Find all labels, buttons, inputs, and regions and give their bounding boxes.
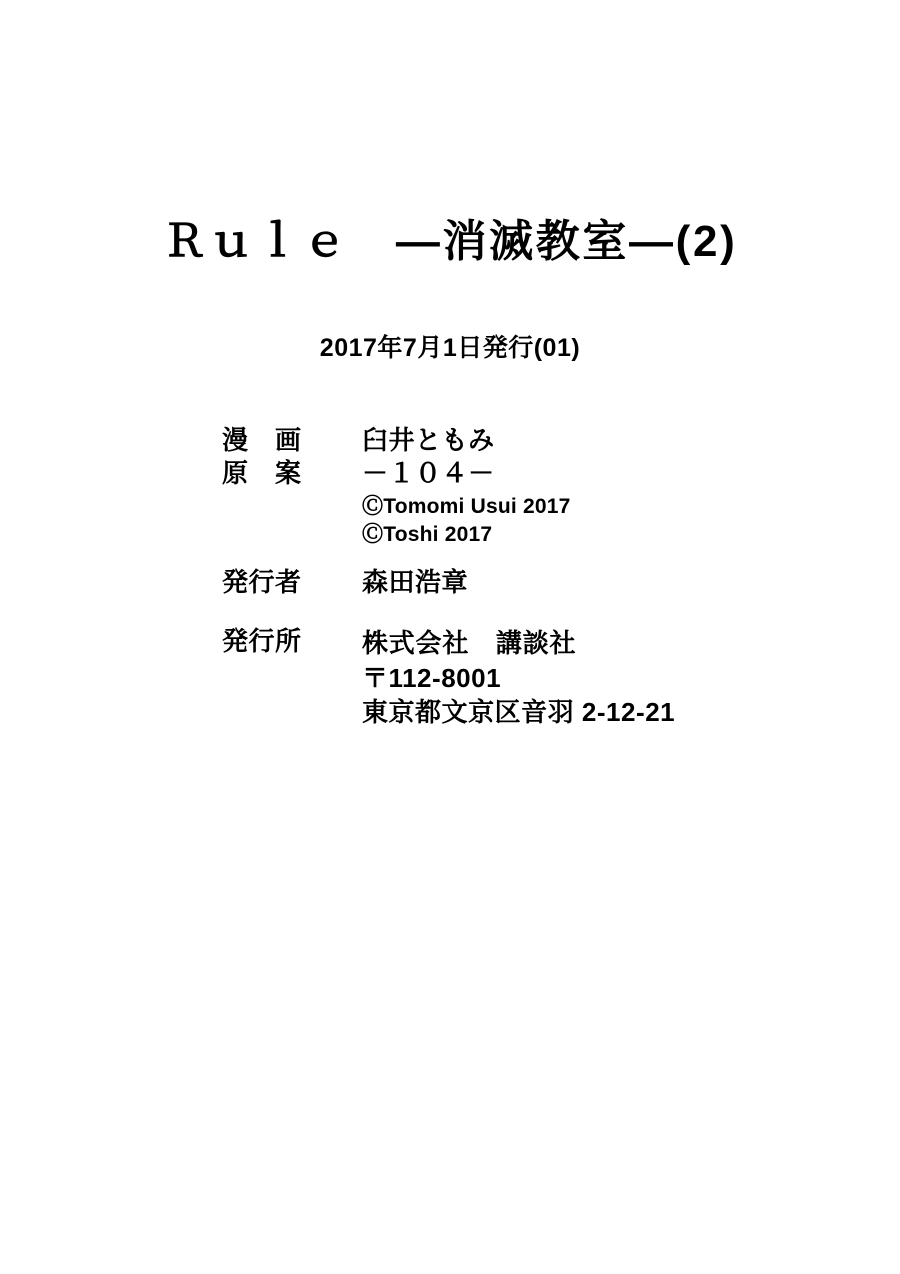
credit-row-publisher-person xyxy=(222,567,862,598)
credit-label-publisher-person: 発行者 xyxy=(222,566,302,597)
credit-row-manga xyxy=(222,425,862,456)
credits-list xyxy=(222,425,862,730)
credit-value-gensaku: －１０４－ xyxy=(362,458,495,489)
publisher-postal-code: 〒112-8001 xyxy=(362,662,502,693)
credit-row-publisher-company xyxy=(222,626,862,730)
credit-label-gensaku: 原 案 xyxy=(222,458,302,489)
publication-date: 2017年7月1日発行(01) xyxy=(319,334,581,362)
publisher-address: 東京都文京区音羽 2-12-21 xyxy=(362,697,676,728)
publisher-company-name: 株式会社 講談社 xyxy=(362,628,577,658)
credit-value-manga: 臼井ともみ xyxy=(362,425,495,455)
credit-label-publisher-company: 発行所 xyxy=(222,626,302,656)
credit-row-gensaku xyxy=(222,458,862,489)
credit-value-publisher-person: 森田浩章 xyxy=(362,566,469,597)
publisher-company-details xyxy=(362,626,675,730)
credit-label-manga: 漫 画 xyxy=(222,425,302,455)
copyright-line-1: ⒸTomomi Usui 2017 xyxy=(362,495,571,519)
copyright-line-2: ⒸToshi 2017 xyxy=(362,523,493,547)
copyright-block xyxy=(362,493,862,548)
page-title: Ｒｕｌｅ ―消滅教室―(2) xyxy=(162,217,738,266)
